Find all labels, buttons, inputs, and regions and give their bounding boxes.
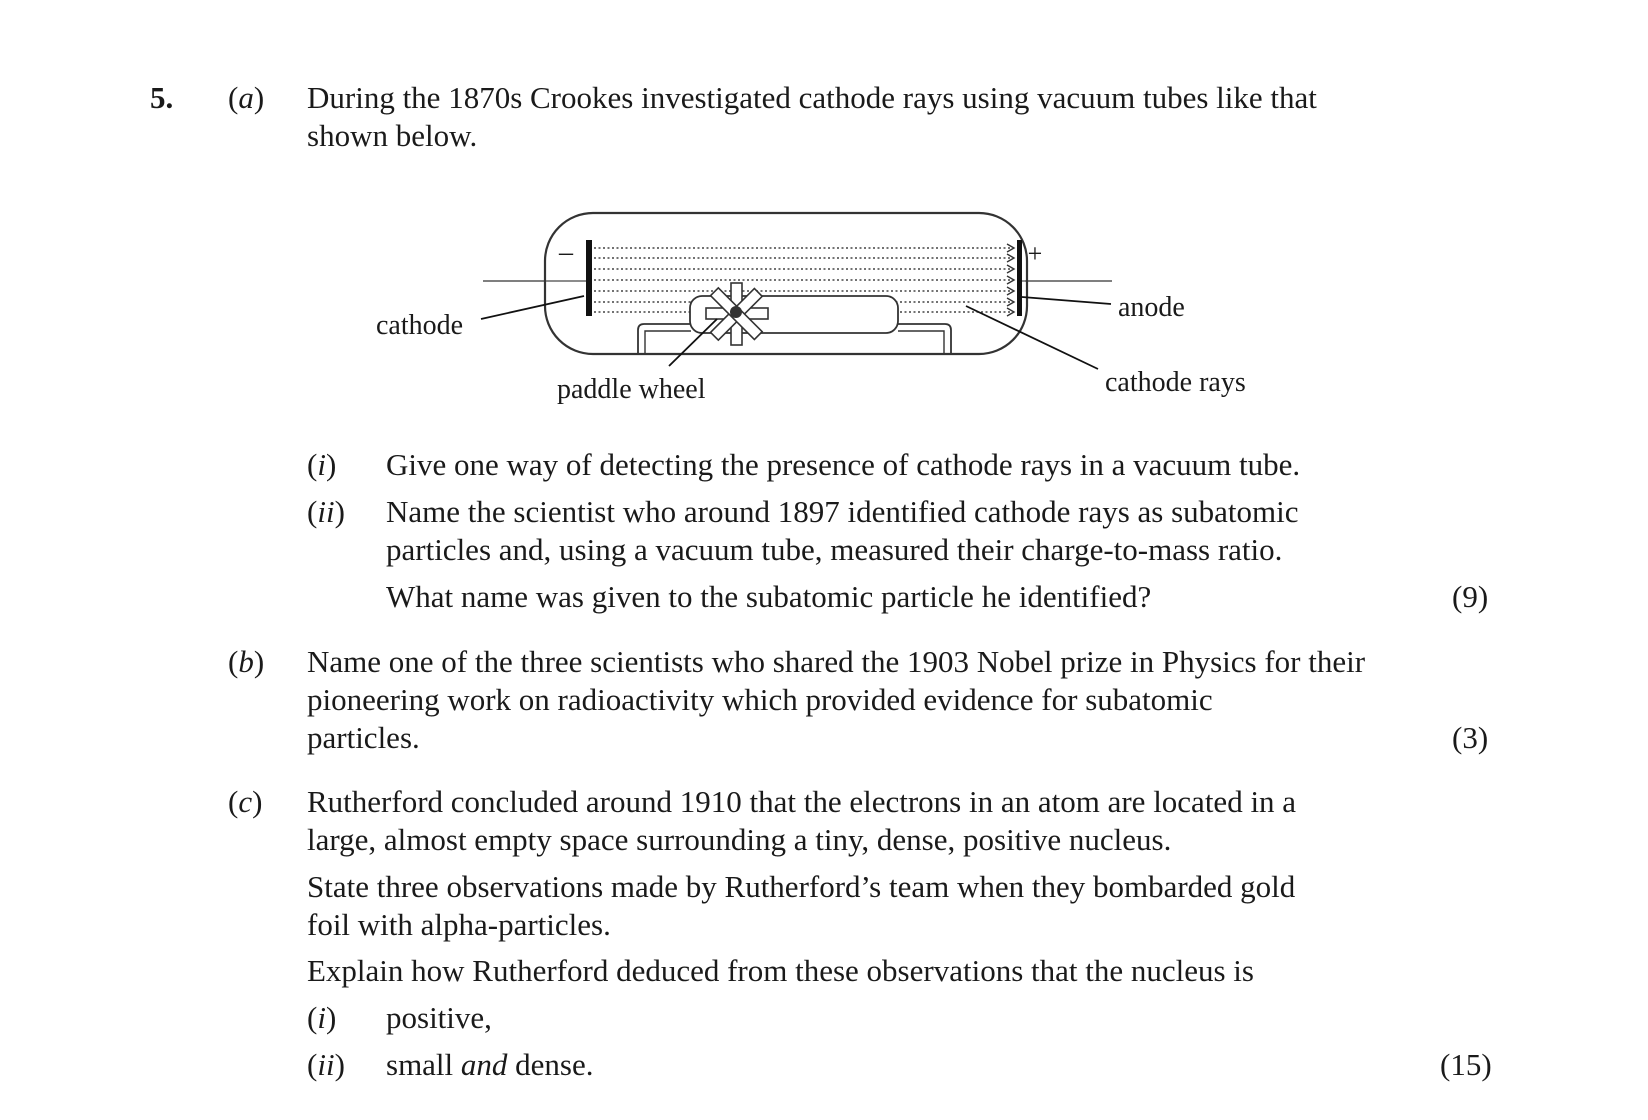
- part-a-marks: (9): [1452, 579, 1489, 614]
- part-a-sub-ii-label: (ii): [307, 494, 345, 529]
- part-b-marks: (3): [1452, 720, 1489, 755]
- part-c-sub-i-text: positive,: [386, 1000, 492, 1035]
- paddle-wheel-label: paddle wheel: [557, 374, 706, 405]
- part-c-para3: Explain how Rutherford deduced from these observations that the nucleus is: [307, 953, 1254, 988]
- part-c-para2-line1: State three observations made by Rutherford’s team when they bombarded gold: [307, 869, 1296, 904]
- cathode-pointer: [481, 296, 584, 319]
- part-a-label: (a): [228, 80, 265, 115]
- question-number: 5.: [150, 80, 174, 115]
- crookes-tube-diagram: [0, 0, 1648, 420]
- part-b-line3: particles.: [307, 720, 420, 755]
- part-c-para1-line2: large, almost empty space surrounding a tiny, dense, positive nucleus.: [307, 822, 1172, 857]
- part-a-text-line1: During the 1870s Crookes investigated cathode rays using vacuum tubes like that: [307, 80, 1317, 115]
- rail-left: [638, 324, 691, 353]
- cathode-plate: [586, 240, 592, 316]
- rail-left-inner: [645, 331, 691, 353]
- anode-plate: [1017, 240, 1022, 316]
- part-b-line2: pioneering work on radioactivity which provided evidence for subatomic: [307, 682, 1213, 717]
- part-c-sub-i-label: (i): [307, 1000, 337, 1035]
- part-a-sub-ii-line3: What name was given to the subatomic particle he identified?: [386, 579, 1152, 614]
- part-a-sub-ii-line1: Name the scientist who around 1897 identified cathode rays as subatomic: [386, 494, 1299, 529]
- minus-sign: –: [559, 237, 573, 268]
- part-b-label: (b): [228, 644, 265, 679]
- anode-pointer: [1022, 297, 1111, 304]
- cathode-rays-label: cathode rays: [1105, 367, 1246, 398]
- cathode-label: cathode: [376, 310, 464, 341]
- part-a-sub-i-label: (i): [307, 447, 337, 482]
- rail-right-inner: [898, 331, 944, 353]
- part-a-text-line2: shown below.: [307, 118, 478, 153]
- part-c-para2-line2: foil with alpha-particles.: [307, 907, 611, 942]
- part-c-sub-ii-text: small and dense.: [386, 1047, 594, 1082]
- rail-right: [898, 324, 951, 353]
- anode-label: anode: [1118, 292, 1185, 323]
- part-c-marks: (15): [1440, 1047, 1492, 1082]
- plus-sign: +: [1027, 239, 1043, 268]
- part-a-sub-i-text: Give one way of detecting the presence of cathode rays in a vacuum tube.: [386, 447, 1301, 482]
- part-c-sub-ii-label: (ii): [307, 1047, 345, 1082]
- part-c-label: (c): [228, 784, 263, 819]
- part-b-line1: Name one of the three scientists who shared the 1903 Nobel prize in Physics for their: [307, 644, 1366, 679]
- cathode-rays-pointer: [966, 306, 1098, 369]
- paddle-wheel: [706, 283, 768, 345]
- part-a-sub-ii-line2: particles and, using a vacuum tube, measured their charge-to-mass ratio.: [386, 532, 1283, 567]
- part-a-letter: a: [238, 80, 254, 115]
- paddle-axle: [730, 306, 742, 318]
- part-c-para1-line1: Rutherford concluded around 1910 that the electrons in an atom are located in a: [307, 784, 1297, 819]
